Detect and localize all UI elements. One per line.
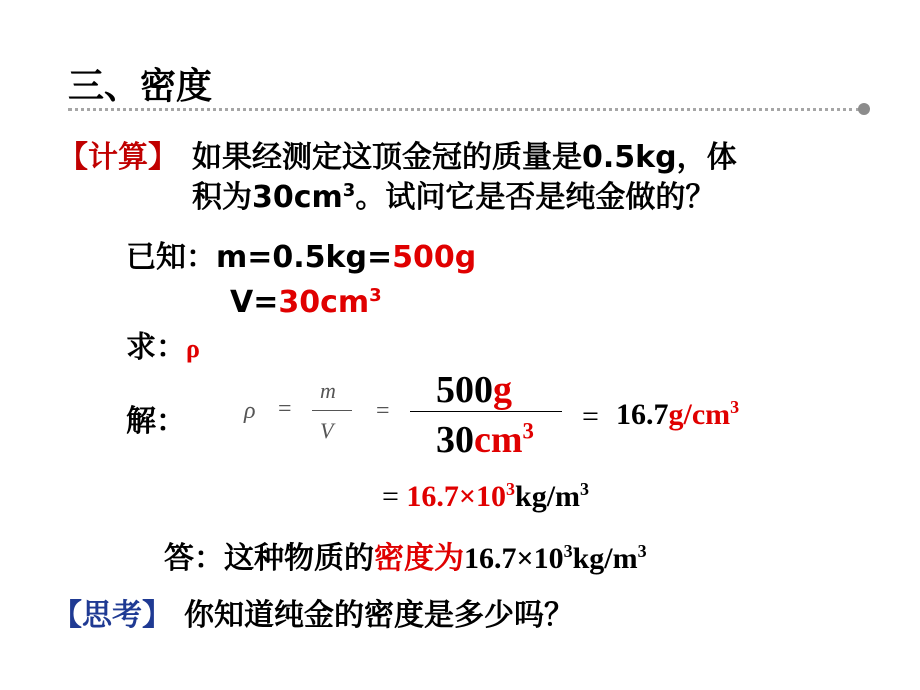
- calc-tag: 【计算】: [58, 140, 178, 175]
- page-title: 三、密度: [68, 66, 213, 107]
- formula-V: V: [320, 418, 334, 443]
- think-tag: 【思考】: [52, 598, 172, 633]
- calc-question-line1: 如果经测定这顶金冠的质量是0.5kg，体: [192, 140, 737, 175]
- think-question: 你知道纯金的密度是多少吗？: [184, 598, 574, 633]
- title-divider: [68, 108, 860, 111]
- formula-rho: ρ: [244, 398, 256, 424]
- answer-line: 答：这种物质的密度为$16.7\times 10^3kg/m^3$: [164, 541, 647, 576]
- fraction-numerator: 500g: [436, 369, 512, 411]
- result-line2: = $16.7\times 10^3kg/m^3$: [382, 479, 590, 513]
- known-mass: 已知：m=0.5kg=500g: [126, 240, 477, 275]
- result-value: $16.7g/cm^3$: [616, 397, 740, 431]
- solution-label: 解：: [126, 404, 186, 439]
- formula-eq1: =: [278, 396, 292, 422]
- formula-eq2: =: [376, 398, 390, 424]
- value-fraction-bar: [410, 411, 562, 412]
- fraction-denominator: $30cm^3$: [436, 418, 534, 461]
- find-line: 求：ρ: [126, 330, 200, 365]
- known-volume: $V=30cm^3$: [230, 285, 382, 320]
- divider-end-dot: [858, 103, 870, 115]
- calc-question-line2: 积为$30cm^3$。试问它是否是纯金做的？: [192, 180, 716, 215]
- result-eq: =: [582, 400, 599, 433]
- formula-m: m: [320, 378, 336, 403]
- formula-fraction-bar: [312, 410, 352, 411]
